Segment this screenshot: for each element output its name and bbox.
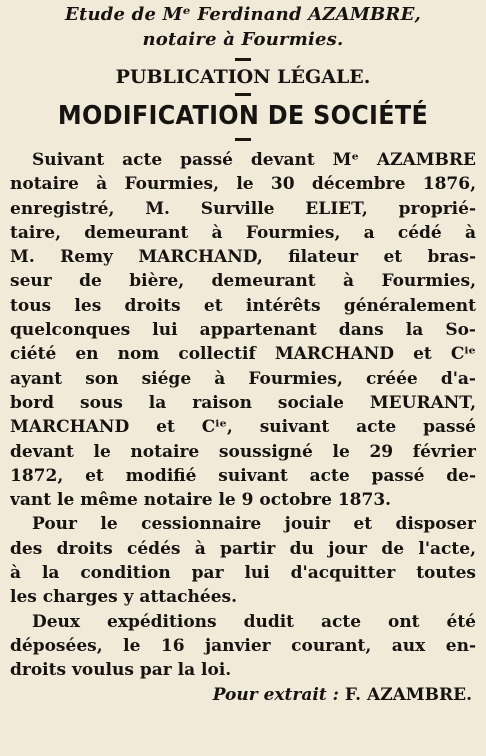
text-line: Pour le cessionnaire jouir et disposer [32, 514, 476, 535]
text-line: devant le notaire soussigné le 29 février [10, 441, 476, 462]
text-line: MARCHAND et Cⁱᵉ, suivant acte passé [10, 417, 476, 438]
header-line-1: Etude de Mᵉ Ferdinand AZAMBRE, [65, 4, 421, 25]
signature-label: Pour extrait : [212, 684, 339, 705]
separator-rule [235, 58, 251, 61]
text-line: ciété en nom collectif MARCHAND et Cⁱᵉ [10, 344, 476, 365]
notice-title: MODIFICATION DE SOCIÉTÉ [57, 101, 429, 131]
paragraph-3 [10, 610, 476, 683]
text-line: à la condition par lui d'acquitter toutes [10, 563, 476, 584]
text-line: Deux expéditions dudit acte ont été [32, 611, 476, 632]
text-line: Suivant acte passé devant Mᵉ AZAMBRE [32, 150, 476, 170]
signature-name: F. AZAMBRE. [344, 684, 472, 705]
text-line: enregistré, M. Surville ELIET, proprié- [10, 198, 476, 219]
text-line: notaire à Fourmies, le 30 décembre 1876, [10, 174, 476, 195]
text-line: les charges y attachées. [10, 587, 238, 608]
text-line: déposées, le 16 janvier courant, aux en- [10, 635, 476, 656]
text-line: M. Remy MARCHAND, filateur et bras- [10, 247, 476, 268]
separator-rule [235, 93, 251, 96]
text-line: bord sous la raison sociale MEURANT, [10, 392, 476, 413]
publication-heading: PUBLICATION LÉGALE. [115, 66, 371, 88]
signature-line [10, 683, 476, 707]
header-line-2: notaire à Fourmies. [142, 29, 344, 50]
text-line: droits voulus par la loi. [10, 660, 232, 681]
text-line: quelconques lui appartenant dans la So- [10, 320, 476, 341]
text-line: taire, demeurant à Fourmies, a cédé à [10, 222, 476, 243]
text-line: des droits cédés à partir du jour de l'acte, [10, 538, 476, 559]
text-line: tous les droits et intérêts généralement [10, 295, 476, 316]
separator-rule [235, 138, 251, 141]
text-line: vant le même notaire le 9 octobre 1873. [10, 490, 392, 511]
text-line: ayant son siége à Fourmies, créée d'a- [10, 368, 476, 389]
text-line: 1872, et modifié suivant acte passé de- [10, 465, 476, 486]
text-line: seur de bière, demeurant à Fourmies, [10, 271, 476, 292]
notice-body [10, 148, 476, 707]
paragraph-2 [10, 512, 476, 609]
paragraph-1 [10, 148, 476, 512]
